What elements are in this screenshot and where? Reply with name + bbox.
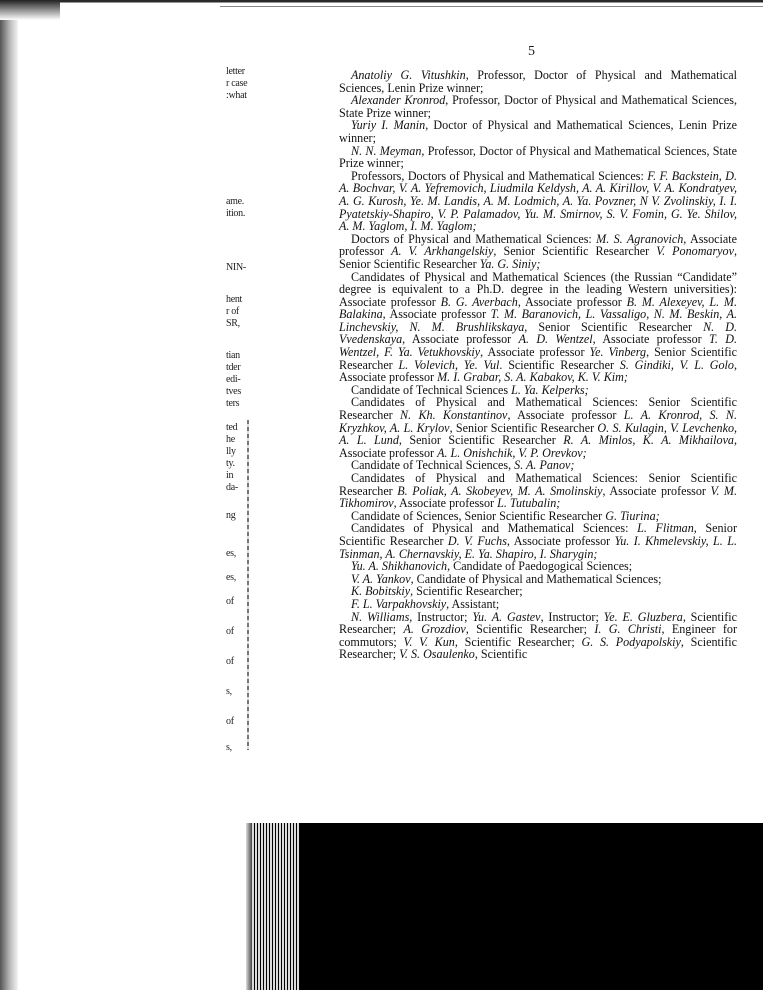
gutter-fragment: r of [226,306,239,317]
name-text: L. Ya. Kelperks; [511,382,589,397]
title-text: Candidate of Technical Sciences, [351,458,515,473]
name-text: V. M. Tikhomirov [339,483,737,511]
title-text: , Associate professor [480,345,590,360]
title-text: Professors, Doctors of Physical and Mathematical Sciences: [351,168,648,183]
signatory-paragraph [339,396,737,459]
title-text: , Associate professor [339,433,738,460]
gutter-fragment: es, [226,548,236,559]
signatory-paragraph [339,94,737,119]
title-text: Candidate of Sciences, Senior Scientific Researcher [351,508,606,523]
gutter-fragment: ted [226,422,238,433]
name-text: I. G. Christi [594,622,662,637]
gutter-fragment: ty. [226,458,235,469]
title-text: , Scientific Researcher; [339,609,738,637]
signatory-paragraph [339,271,737,384]
name-text: N. D. Vvedenskaya [339,319,737,347]
title-text: Candidates of Physical and Mathematical Sciences: Senior Scientific Researcher [339,471,737,498]
title-text: Candidates of Physical and Mathematical Sciences: Senior Scientific Researcher [339,395,737,423]
name-text: B. G. Averbach [440,294,518,309]
name-text: Yu. A. Gastev [472,609,541,624]
title-text: , Senior Scientific Researcher [398,433,564,448]
title-text: , Senior Scientific Researcher [339,345,737,372]
gutter-fragment: of [226,656,234,667]
page-number: 5 [528,44,535,59]
title-text: , Senior Scientific Researcher [493,244,657,259]
name-text: Yu. A. Shikhanovich [351,559,448,574]
name-text: N. Williams [351,609,410,624]
title-text: , Associate professor [602,483,711,498]
gutter-fragment: tian [226,350,240,361]
signatory-list [339,69,737,661]
title-text: , Scientific [474,647,528,662]
name-text: A. L. Onishchik, V. P. Orevkov; [437,445,587,460]
name-text: Anatoliy G. Vitushkin [351,68,466,82]
title-text: , Scientific Researcher; [339,634,737,662]
name-text: N. Kh. Konstantinov [400,408,508,423]
title-text: , Instructor; [540,609,604,624]
scan-bottom-shadow [252,823,763,990]
name-text: Yuriy I. Manin [351,118,426,133]
name-text: Yu. I. Khmelevskiy, L. L. Tsinman, A. Chernavskiy, E. Ya. Shapiro, I. Sharygin; [339,533,737,561]
name-text: S. A. Panov; [514,458,575,473]
facing-page-binding-edge [247,420,249,750]
title-text: , Scientific Researcher; [454,634,582,649]
name-text: Alexander Kronrod [351,93,446,108]
scan-left-edge [0,0,18,990]
title-text: , Senior Scientific Researcher [339,244,737,271]
name-text: Ya. G. Siniy; [479,256,541,271]
gutter-fragment: SR, [226,318,240,329]
name-text: M. I. Grabar, S. A. Kabakov, K. V. Kim; [437,370,628,385]
gutter-fragment: of [226,596,234,607]
title-text: , Engineer for commutors; [339,622,737,649]
name-text: B. Poliak, A. Skobeyev, M. A. Smolinskiy [397,483,603,498]
name-text: T. D. Wentzel, F. Ya. Vetukhovskiy [339,332,738,360]
gutter-fragment: tder [226,362,241,373]
gutter-fragment: r case [226,78,248,89]
title-text: , Associate professor [393,496,498,511]
title-text: , Scientific Researcher; [410,584,523,599]
title-text: , Associate professor [506,533,615,548]
gutter-fragment: NIN- [226,262,246,273]
name-text: V. S. Osaulenko [399,647,475,662]
gutter-fragment: he [226,434,235,445]
title-text: , Associate professor [517,294,627,309]
name-text: A. V. Arkhangelskiy [391,244,494,259]
top-edge-rule [0,0,763,14]
gutter-fragment: ition. [226,208,246,219]
gutter-fragment: in [226,470,234,481]
signatory-paragraph [339,472,737,510]
scan-corner-shadow [0,0,60,20]
name-text: A. Grozdiov [403,622,466,637]
name-text: V. Ponomaryov [656,244,734,259]
gutter-fragment: ters [226,398,240,409]
title-text: , Professor, Doctor of Physical and Mathematical Sciences, State Prize winner; [339,143,737,171]
gutter-fragment: hent [226,294,243,305]
name-text: S. Gindiki, V. L. Golo [619,357,734,372]
name-text: F. L. Varpakhovskiy [351,596,447,611]
gutter-fragment: tves [226,386,241,397]
title-text: , Senior Scientific Researcher [449,420,598,435]
title-text: , Associate professor [507,408,624,423]
title-text: , Candidate of Physical and Mathematical Sciences; [410,571,662,586]
gutter-fragment: letter [226,66,245,77]
title-text: Candidates of Physical and Mathematical Sciences: [351,521,638,536]
name-text: V. A. Yankov [351,571,411,586]
title-text: , Senior Scientific Researcher [339,521,737,548]
signatory-paragraph [339,69,737,94]
name-text: B. M. Alexeyev, L. M. Balakina [339,294,738,322]
gutter-fragment: :what [226,90,247,101]
title-text: , Associate professor [592,332,710,347]
title-text: Candidate of Technical Sciences [351,382,512,397]
name-text: M. S. Agranovich [596,231,684,246]
gutter-fragment: of [226,626,234,637]
scan-bottom-noise [252,823,300,990]
title-text: , Scientific Researcher; [465,622,595,637]
title-text: , Doctor of Physical and Mathematical Sciences, Lenin Prize winner; [339,118,737,145]
signatory-paragraph [339,170,737,233]
name-text: G. S. Podyapolskiy [581,634,681,649]
gutter-fragment: lly [226,446,236,457]
gutter-fragment: ame. [226,196,244,207]
title-text: , Instructor; [409,609,473,624]
name-text: Ye. E. Gluzbera [603,609,683,624]
title-text: , Assistant; [446,596,500,611]
signatory-paragraph [339,611,737,661]
gutter-fragment: of [226,716,234,727]
name-text: F. F. Backstein, D. A. Bochvar, V. A. Yefremovich, Liudmila Keldysh, A. A. Kirillov, V. A. Kondratyev, A. G. Kurosh, Ye. M. Landis, A. M. Lodmich, A. Ya. Povzner, N V. Zvolinskiy, I. I. Pyatetskiy-Shapiro, V. P. Palamadov, Yu. M. Smirnov, S. V. Fomin, G. Ye. Shilov, A. M. Yaglom, I. M. Yaglom; [339,168,737,234]
gutter-fragment: s, [226,686,232,697]
gutter-fragment: da- [226,482,238,493]
title-text: Doctors of Physical and Mathematical Sciences: [351,231,597,246]
gutter-fragment: edi- [226,374,241,385]
name-text: L. Tutubalin; [497,496,561,511]
title-text: , Associate professor [402,332,519,347]
name-text: L. Volevich, Ye. Vul [398,357,500,372]
name-text: O. S. Kulagin, V. Levchenko, A. L. Lund [339,420,738,448]
name-text: R. A. Minlos, K. A. Mikhailova [563,433,734,448]
title-text: Candidates of Physical and Mathematical Sciences (the Russian “Candidate” degree is equivalent to a Ph.D. degree in the leading Western universities): Associate professor [339,269,737,309]
name-text: N. N. Meyman [351,143,422,158]
signatory-paragraph [339,233,737,271]
signatory-paragraph [339,145,737,170]
name-text: V. V. Kun [403,634,455,649]
title-text: , Associate professor [339,357,737,385]
title-text: , Senior Scientific Researcher [524,319,704,334]
gutter-fragment: s, [226,742,232,753]
title-text: . Scientific Researcher [499,357,620,372]
signatory-paragraph [339,119,737,144]
name-text: D. V. Fuchs [447,533,507,548]
name-text: L. Flitman [637,521,694,536]
title-text: , Candidate of Paedogogical Sciences; [447,559,633,574]
title-text: , Associate professor [339,231,738,259]
title-text: , Professor, Doctor of Physical and Mathematical Sciences, Lenin Prize winner; [339,68,737,95]
name-text: K. Bobitskiy [351,584,411,599]
gutter-fragment: ng [226,510,236,521]
title-text: , Associate professor [382,307,491,322]
title-text: , Professor, Doctor of Physical and Mathematical Sciences, State Prize winner; [339,93,737,120]
name-text: L. A. Kronrod, S. N. Kryzhkov, A. L. Krylov [339,408,737,435]
name-text: A. D. Wentzel [518,332,593,347]
name-text: T. M. Baranovich, L. Vassaligo, N. M. Beskin, A. Linchevskiy, N. M. Brushlikskaya [339,307,737,334]
name-text: G. Tiurina; [605,508,660,523]
signatory-paragraph [339,522,737,560]
name-text: Ye. Vinberg [589,345,647,360]
gutter-fragment: es, [226,572,236,583]
